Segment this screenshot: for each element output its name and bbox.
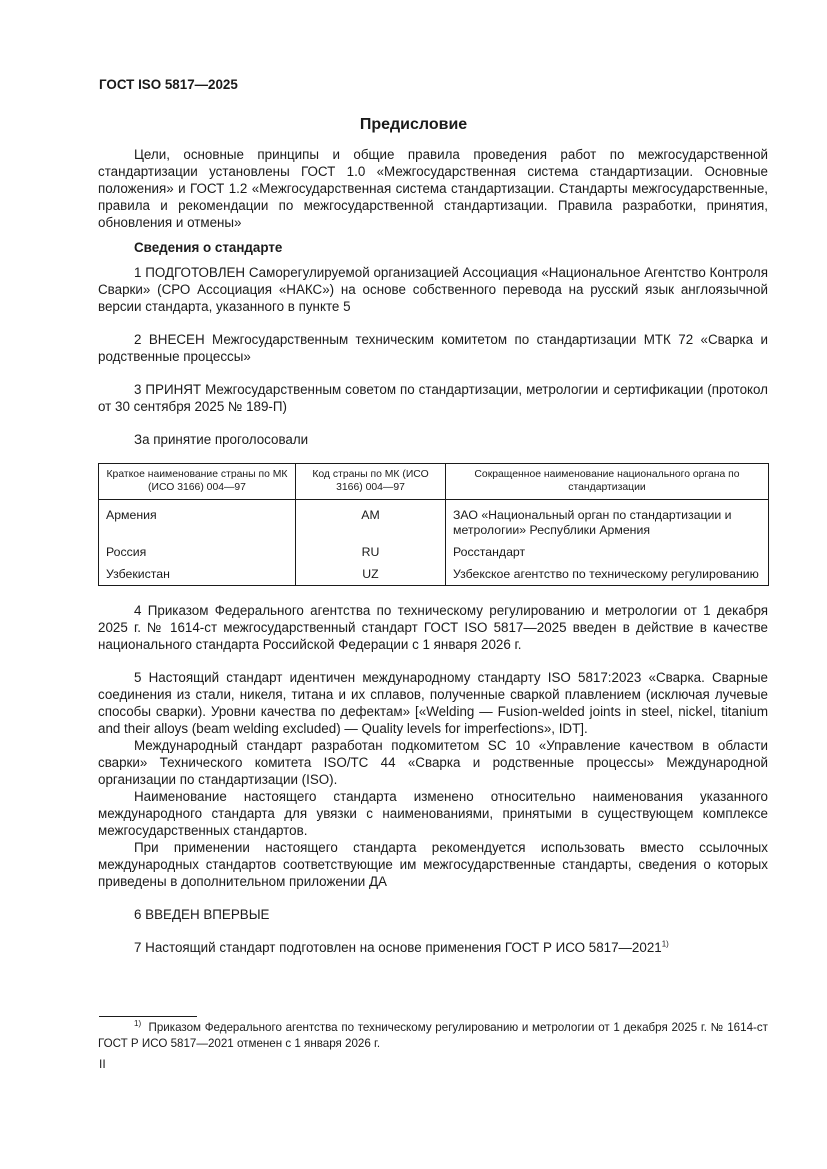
table-row [99, 544, 769, 566]
header-country-name: Краткое наименование страны по МК (ИСО 3166) 004—97 [99, 464, 296, 500]
footnote-ref[interactable]: 1) [661, 939, 669, 949]
item-1-prepared: 1 ПОДГОТОВЛЕН Саморегулируемой организацией Ассоциация «Национальное Агентство Контроля Сварки» (СРО Ассоциация «НАКС») на основе собственного перевода на русский язык англоязычной версии стандарта, указанного в пункте 5 [98, 265, 768, 314]
item-3-adopted: 3 ПРИНЯТ Межгосударственным советом по стандартизации, метрологии и сертификации (протокол от 30 сентября 2025 № 189-П) [98, 382, 768, 414]
item-5-name-change: Наименование настоящего стандарта изменено относительно наименования указанного международного стандарта для увязки с наименованиями, принятыми в существующем комплексе межгосударственных стандартов. [98, 789, 768, 838]
header-standards-body: Сокращенное наименование национального органа по стандартизации [446, 464, 769, 500]
footnote-divider [99, 1016, 197, 1017]
item-7-based-on [98, 939, 768, 956]
table-row [99, 566, 769, 586]
cell-code: RU [296, 544, 446, 566]
cell-country: Россия [99, 544, 296, 566]
cell-body: ЗАО «Национальный орган по стандартизации и метрологии» Республики Армения [446, 500, 769, 545]
item-6-first-introduced: 6 ВВЕДЕН ВПЕРВЫЕ [134, 907, 270, 922]
item-5-developer: Международный стандарт разработан подкомитетом SC 10 «Управление качеством в области сварки» Технического комитета ISO/TC 44 «Сварка и родственные процессы» Международной организации по стандартизации (ISO). [98, 738, 768, 787]
standard-info-subheading: Сведения о стандарте [134, 240, 283, 255]
cell-body: Росстандарт [446, 544, 769, 566]
cell-country: Армения [99, 500, 296, 545]
voting-countries-table [98, 463, 769, 586]
table-row [99, 500, 769, 545]
cell-code: UZ [296, 566, 446, 586]
preface-body [98, 146, 768, 956]
cell-country: Узбекистан [99, 566, 296, 586]
header-country-code: Код страны по МК (ИСО 3166) 004—97 [296, 464, 446, 500]
table-header-row [99, 464, 769, 500]
intro-paragraph: Цели, основные принципы и общие правила проведения работ по межгосударственной стандартизации установлены ГОСТ 1.0 «Межгосударственная система стандартизации. Основные положения» и ГОСТ 1.2 «Межгосударственная система стандартизации. Стандарты межгосударственные, правила и рекомендации по межгосударственной стандартизации. Правила разработки, принятия, обновления и отмены» [98, 147, 768, 230]
item-5-references: При применении настоящего стандарта рекомендуется использовать вместо ссылочных международных стандартов соответствующие им межгосударственные стандарты, сведения о которых приведены в дополнительном приложении ДА [98, 840, 768, 889]
footnote-text: Приказом Федерального агентства по техническому регулированию и метрологии от 1 декабря 2025 г. № 1614-ст ГОСТ Р ИСО 5817—2021 отменен с 1 января 2026 г. [98, 1021, 768, 1050]
footnote-marker: 1) [134, 1019, 142, 1029]
cell-body: Узбекское агентство по техническому регулированию [446, 566, 769, 586]
vote-label: За принятие проголосовали [134, 432, 309, 447]
section-title: Предисловие [359, 116, 468, 133]
item-4-enacted: 4 Приказом Федерального агентства по техническому регулированию и метрологии от 1 декабря 2025 г. № 1614-ст межгосударственный стандарт ГОСТ ISO 5817—2025 введен в действие в качестве национального стандарта Российской Федерации с 1 января 2026 г. [98, 603, 768, 652]
item-7-text: 7 Настоящий стандарт подготовлен на основе применения ГОСТ Р ИСО 5817—2021 [134, 940, 662, 955]
cell-code: AM [296, 500, 446, 545]
item-2-submitted: 2 ВНЕСЕН Межгосударственным техническим комитетом по стандартизации МТК 72 «Сварка и родственные процессы» [98, 332, 768, 364]
item-5-identical: 5 Настоящий стандарт идентичен международному стандарту ISO 5817:2023 «Сварка. Сварные соединения из стали, никеля, титана и их сплавов, полученные сваркой плавлением (исключая лучевые способы сварки). Уровни качества по дефектам» [«Welding — Fusion-welded joints in steel, nickel, titanium and their alloys (beam welding excluded) — Quality levels for imperfections», IDT]. [98, 670, 768, 736]
footnote [98, 1020, 768, 1052]
page-number: II [99, 1057, 106, 1071]
document-code-header: ГОСТ ISO 5817—2025 [99, 77, 238, 92]
